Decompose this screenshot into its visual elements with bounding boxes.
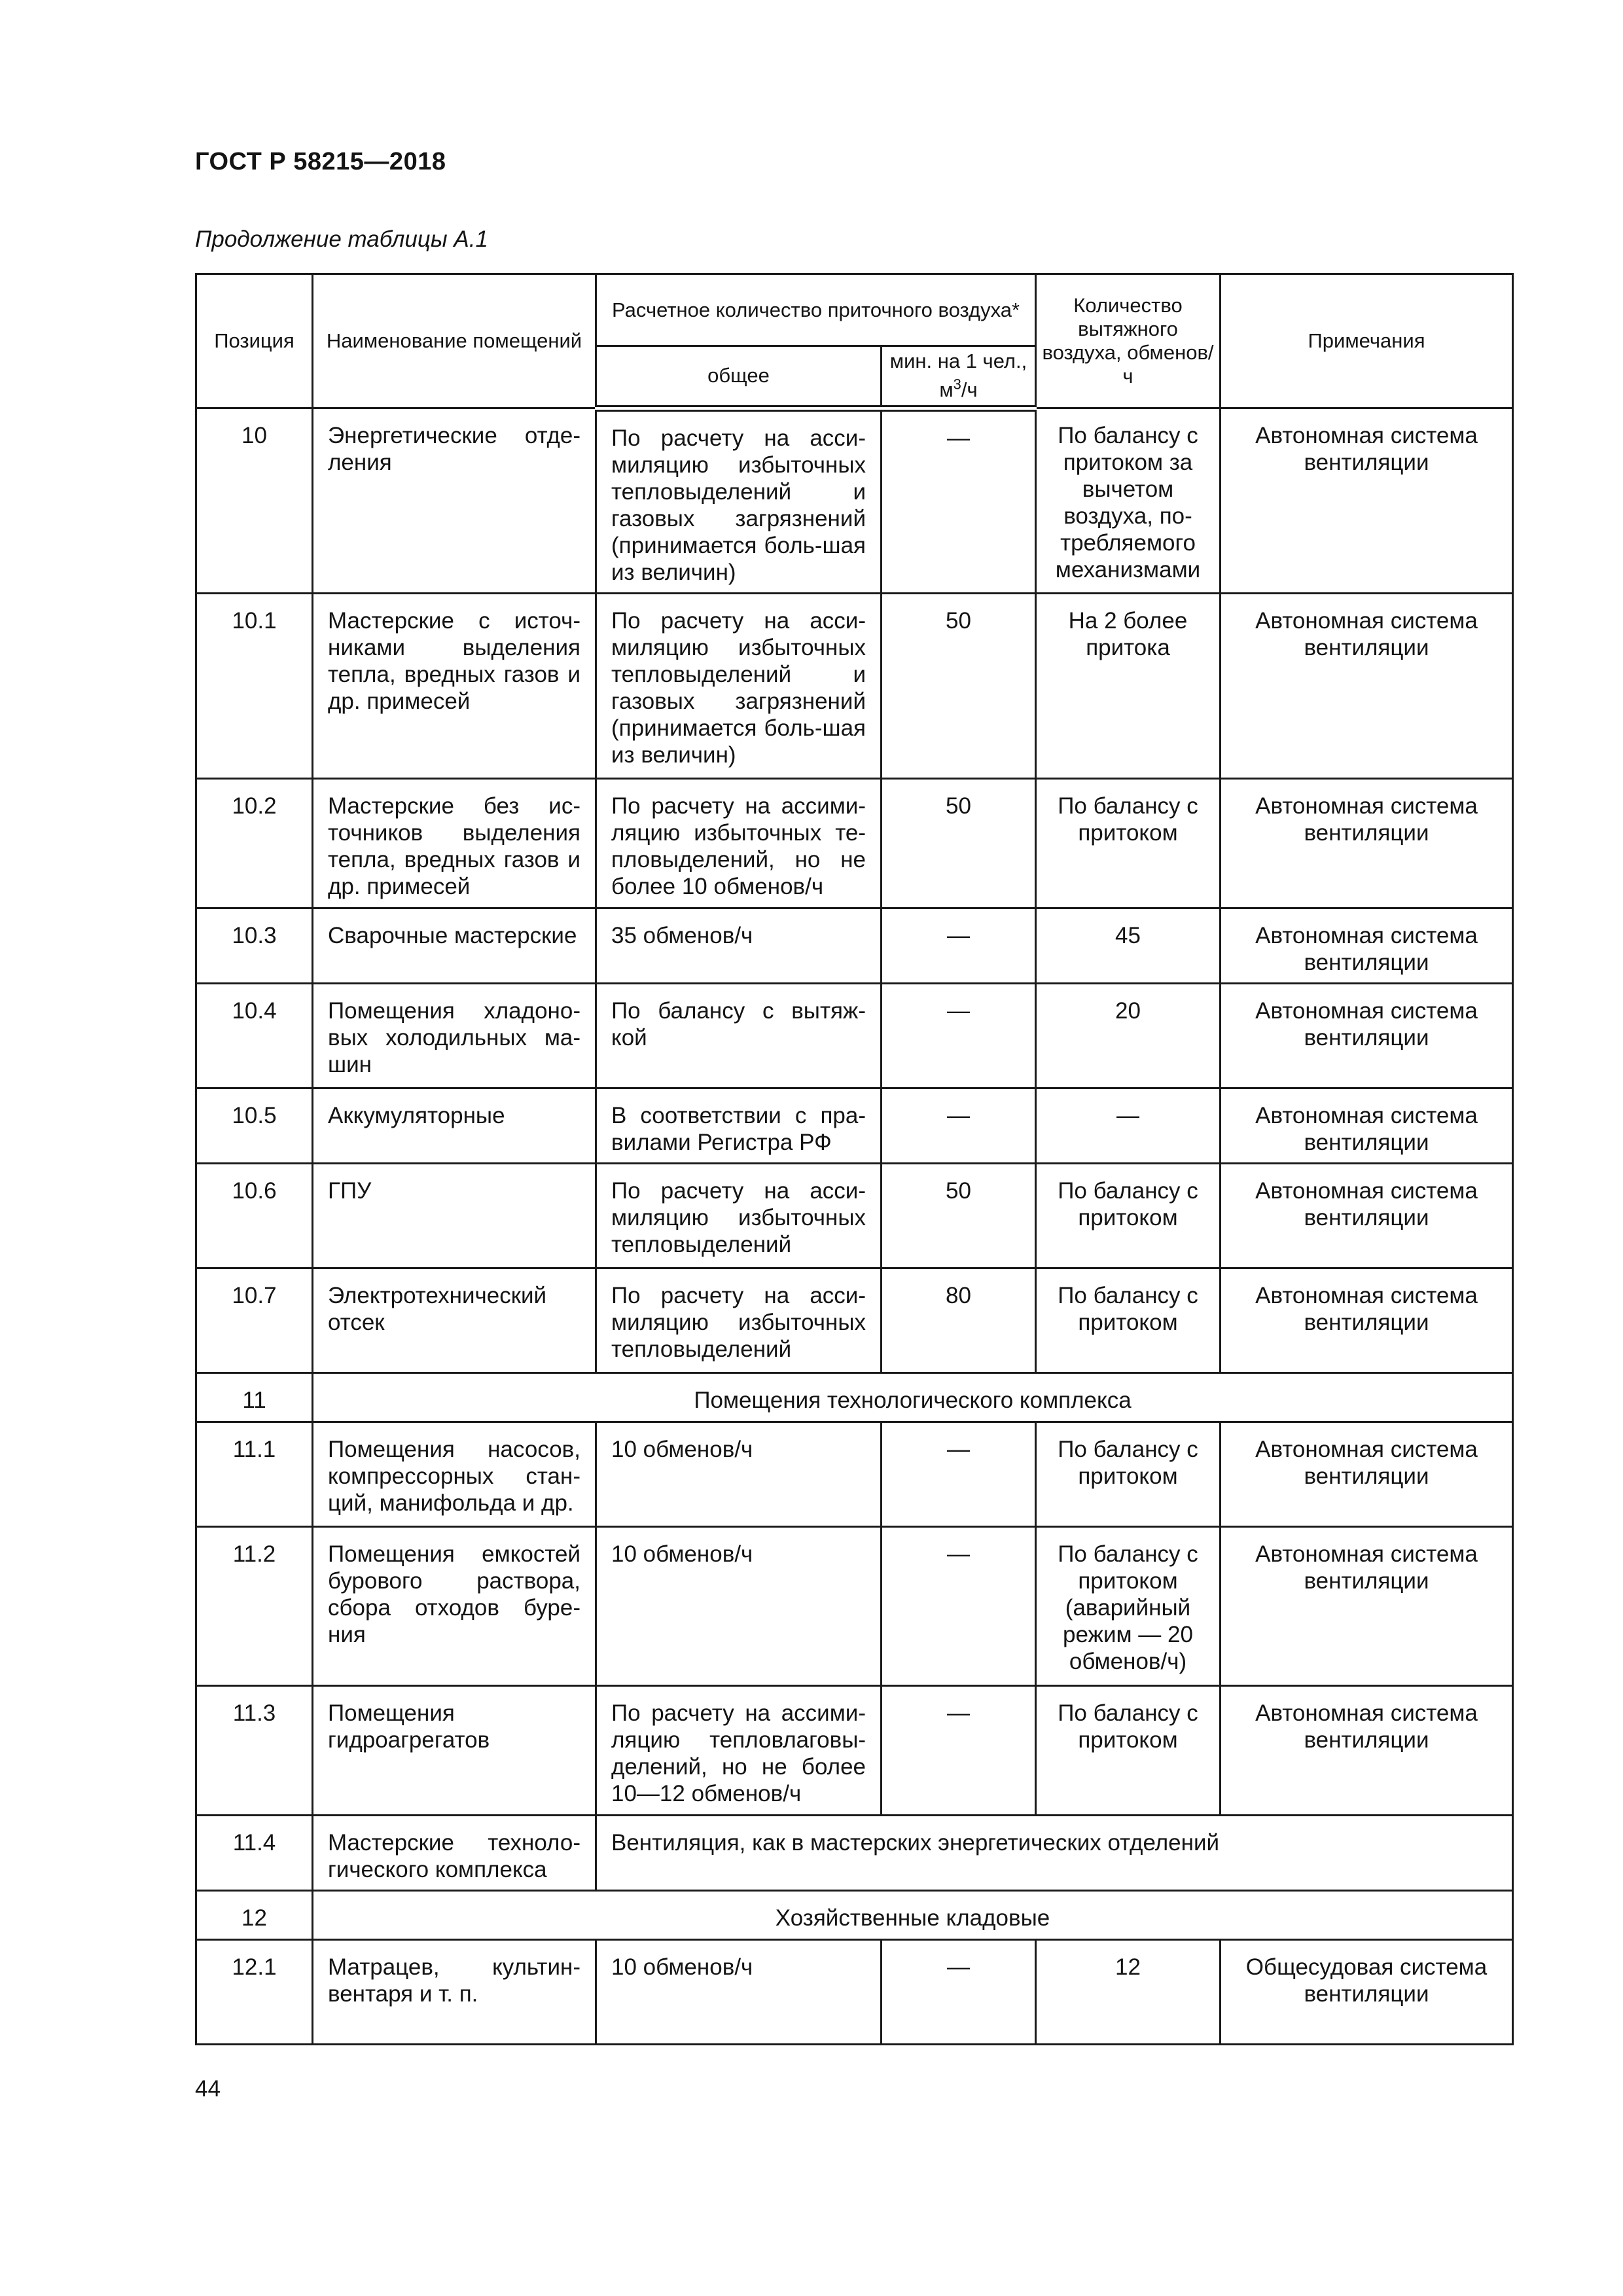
cell-position: 10.6 bbox=[196, 1164, 313, 1268]
cell-position: 10.7 bbox=[196, 1268, 313, 1373]
table-row bbox=[196, 1891, 1513, 1940]
cell-supply-total: 10 обменов/ч bbox=[596, 1940, 882, 2045]
table-row bbox=[196, 594, 1513, 779]
table-row bbox=[196, 1686, 1513, 1816]
cell-position: 10.2 bbox=[196, 779, 313, 908]
cell-supply-min: 50 bbox=[882, 779, 1036, 908]
cell-exhaust: По балансу с притоком bbox=[1036, 1422, 1221, 1527]
cell-section-title: Помещения технологического комплекса bbox=[313, 1373, 1513, 1422]
cell-supply-min: 50 bbox=[882, 1164, 1036, 1268]
cell-supply-min: — bbox=[882, 408, 1036, 594]
cell-notes: Автономная система вентиляции bbox=[1221, 408, 1513, 594]
cell-supply-min: — bbox=[882, 1686, 1036, 1816]
cell-position: 12 bbox=[196, 1891, 313, 1940]
cell-position: 10.1 bbox=[196, 594, 313, 779]
cell-exhaust: На 2 более притока bbox=[1036, 594, 1221, 779]
cell-exhaust: По балансу с притоком за вычетом воздуха, по-требляемого механизмами bbox=[1036, 408, 1221, 594]
cell-supply-min: 50 bbox=[882, 594, 1036, 779]
table-body bbox=[196, 408, 1513, 2045]
cell-supply-min: — bbox=[882, 1527, 1036, 1686]
cell-room-name: Помещения насосов, компрессорных стан-ций, манифольда и др. bbox=[313, 1422, 596, 1527]
cell-exhaust: По балансу с притоком bbox=[1036, 1164, 1221, 1268]
cell-notes: Автономная система вентиляции bbox=[1221, 779, 1513, 908]
cell-supply-total: В соответствии с пра-вилами Регистра РФ bbox=[596, 1088, 882, 1164]
cell-exhaust: — bbox=[1036, 1088, 1221, 1164]
cell-supply-total: По расчету на асси-миляцию избыточных тепловыделений и газовых загрязнений (принимается боль-шая из величин) bbox=[596, 594, 882, 779]
cell-supply-total: 35 обменов/ч bbox=[596, 908, 882, 984]
cell-supply-min: — bbox=[882, 984, 1036, 1088]
cell-exhaust: По балансу с притоком bbox=[1036, 1268, 1221, 1373]
cell-notes: Автономная система вентиляции bbox=[1221, 594, 1513, 779]
cell-notes: Автономная система вентиляции bbox=[1221, 1164, 1513, 1268]
table-row bbox=[196, 1816, 1513, 1891]
cell-position: 11.1 bbox=[196, 1422, 313, 1527]
header-position: Позиция bbox=[196, 274, 313, 408]
cell-supply-total: По расчету на ассими-ляцию избыточных те-пловыделений, но не более 10 обменов/ч bbox=[596, 779, 882, 908]
table-row bbox=[196, 1940, 1513, 2045]
table-row bbox=[196, 1164, 1513, 1268]
cell-room-name: Помещения хладоно-вых холодильных ма-шин bbox=[313, 984, 596, 1088]
cell-exhaust: 45 bbox=[1036, 908, 1221, 984]
cell-room-name: Мастерские техноло-гического комплекса bbox=[313, 1816, 596, 1891]
cell-notes: Автономная система вентиляции bbox=[1221, 1422, 1513, 1527]
cell-position: 10.3 bbox=[196, 908, 313, 984]
cell-room-name: ГПУ bbox=[313, 1164, 596, 1268]
cell-notes: Автономная система вентиляции bbox=[1221, 984, 1513, 1088]
cell-supply-min: — bbox=[882, 908, 1036, 984]
cell-position: 11.3 bbox=[196, 1686, 313, 1816]
cell-exhaust: По балансу с притоком (аварийный режим — 20 обменов/ч) bbox=[1036, 1527, 1221, 1686]
cell-supply-min: — bbox=[882, 1940, 1036, 2045]
header-supply-air: Расчетное количество приточного воздуха* bbox=[596, 274, 1036, 346]
header-room-name: Наименование помещений bbox=[313, 274, 596, 408]
cell-position: 11.4 bbox=[196, 1816, 313, 1891]
cell-exhaust: По балансу с притоком bbox=[1036, 1686, 1221, 1816]
cell-notes: Общесудовая система вентиляции bbox=[1221, 1940, 1513, 2045]
cell-supply-total: По расчету на ассими-ляцию тепловлаговы-делений, но не более 10—12 обменов/ч bbox=[596, 1686, 882, 1816]
cell-notes: Автономная система вентиляции bbox=[1221, 1088, 1513, 1164]
cell-notes: Автономная система вентиляции bbox=[1221, 908, 1513, 984]
cell-position: 10 bbox=[196, 408, 313, 594]
cell-supply-min: — bbox=[882, 1422, 1036, 1527]
cell-exhaust: По балансу с притоком bbox=[1036, 779, 1221, 908]
cell-exhaust: 12 bbox=[1036, 1940, 1221, 2045]
table-row bbox=[196, 908, 1513, 984]
header-supply-total: общее bbox=[596, 346, 882, 408]
cell-merged-note: Вентиляция, как в мастерских энергетических отделений bbox=[596, 1816, 1513, 1891]
document-header: ГОСТ Р 58215—2018 bbox=[195, 148, 446, 175]
cell-room-name: Матрацев, культин-вентаря и т. п. bbox=[313, 1940, 596, 2045]
page-number: 44 bbox=[195, 2076, 221, 2102]
cell-position: 11.2 bbox=[196, 1527, 313, 1686]
cell-supply-total: По балансу с вытяж-кой bbox=[596, 984, 882, 1088]
cell-supply-total: 10 обменов/ч bbox=[596, 1527, 882, 1686]
cell-room-name: Электротехнический отсек bbox=[313, 1268, 596, 1373]
cell-notes: Автономная система вентиляции bbox=[1221, 1686, 1513, 1816]
table-row bbox=[196, 779, 1513, 908]
cell-supply-total: По расчету на асси-миляцию избыточных тепловыделений bbox=[596, 1164, 882, 1268]
cell-room-name: Аккумуляторные bbox=[313, 1088, 596, 1164]
cell-position: 12.1 bbox=[196, 1940, 313, 2045]
cell-position: 10.5 bbox=[196, 1088, 313, 1164]
cell-room-name: Помещения гидроагрегатов bbox=[313, 1686, 596, 1816]
table-row bbox=[196, 1268, 1513, 1373]
cell-room-name: Сварочные мастерские bbox=[313, 908, 596, 984]
cell-room-name: Мастерские без ис-точников выделения тепла, вредных газов и др. примесей bbox=[313, 779, 596, 908]
table-row bbox=[196, 1373, 1513, 1422]
cell-supply-total: По расчету на асси-миляцию избыточных тепловыделений и газовых загрязнений (принимается боль-шая из величин) bbox=[596, 408, 882, 594]
header-supply-min-unit: $м^3/ч$ bbox=[939, 376, 978, 402]
header-notes: Примечания bbox=[1221, 274, 1513, 408]
cell-supply-min: — bbox=[882, 1088, 1036, 1164]
header-exhaust-air: Количество вытяжного воздуха, обменов/ч bbox=[1036, 274, 1221, 408]
cell-room-name: Энергетические отде-ления bbox=[313, 408, 596, 594]
cell-room-name: Помещения емкостей бурового раствора, сбора отходов буре-ния bbox=[313, 1527, 596, 1686]
table-row bbox=[196, 408, 1513, 594]
ventilation-table bbox=[195, 273, 1514, 2045]
cell-notes: Автономная система вентиляции bbox=[1221, 1268, 1513, 1373]
table-row bbox=[196, 1088, 1513, 1164]
cell-notes: Автономная система вентиляции bbox=[1221, 1527, 1513, 1686]
cell-supply-total: По расчету на асси-миляцию избыточных тепловыделений bbox=[596, 1268, 882, 1373]
cell-room-name: Мастерские с источ-никами выделения тепла, вредных газов и др. примесей bbox=[313, 594, 596, 779]
cell-exhaust: 20 bbox=[1036, 984, 1221, 1088]
table-row bbox=[196, 984, 1513, 1088]
table-row bbox=[196, 1422, 1513, 1527]
table-header bbox=[196, 274, 1513, 408]
header-supply-min-label: мин. на 1 чел., bbox=[889, 350, 1027, 373]
table-row bbox=[196, 1527, 1513, 1686]
header-supply-min bbox=[882, 346, 1036, 408]
cell-supply-min: 80 bbox=[882, 1268, 1036, 1373]
cell-section-title: Хозяйственные кладовые bbox=[313, 1891, 1513, 1940]
cell-supply-total: 10 обменов/ч bbox=[596, 1422, 882, 1527]
table-caption: Продолжение таблицы А.1 bbox=[195, 226, 488, 252]
cell-position: 11 bbox=[196, 1373, 313, 1422]
cell-position: 10.4 bbox=[196, 984, 313, 1088]
